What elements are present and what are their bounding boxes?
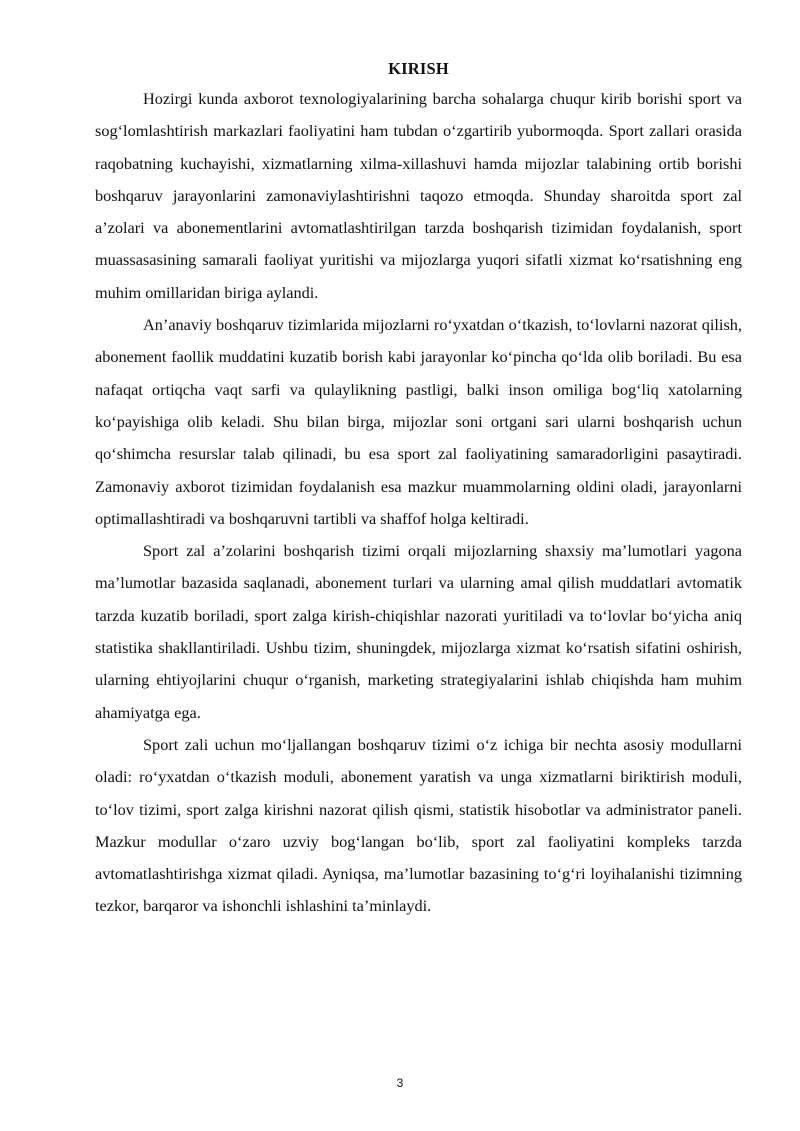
paragraph-3: Sport zal a’zolarini boshqarish tizimi orqali mijozlarning shaxsiy ma’lumotlari yagona ma’lumotlar bazasida saqlanadi, abonement turlari va ularning amal qilish muddatlari avtomatik tarzda kuzatib boriladi, sport zalga kirish-chiqishlar nazorati yuritiladi va to‘lovlar bo‘yicha aniq statistika shakllantiriladi. Ushbu tizim, shuningdek, mijozlarga xizmat ko‘rsatish sifatini oshirish, ularning ehtiyojlarini chuqur o‘rganish, marketing strategiyalarini ishlab chiqishda ham muhim ahamiyatga ega. [95,541,742,722]
paragraph-1: Hozirgi kunda axborot texnologiyalarining barcha sohalarga chuqur kirib borishi sport va sog‘lomlashtirish markazlari faoliyatini ham tubdan o‘zgartirib yubormoqda. Sport zallari orasida raqobatning kuchayishi, xizmatlarning xilma-xillashuvi hamda mijozlar talabining ortib borishi boshqaruv jarayonlarini zamonaviylashtirishni taqozo etmoqda. Shunday sharoitda sport zal a’zolari va abonementlarini avtomatlashtirilgan tarzda boshqarish tizimidan foydalanish, sport muassasasining samarali faoliyat yuritishi va mijozlarga yuqori sifatli xizmat ko‘rsatishning eng muhim omillaridan biriga aylandi. [95,89,742,302]
paragraph-4: Sport zali uchun mo‘ljallangan boshqaruv tizimi o‘z ichiga bir nechta asosiy modullarni oladi: ro‘yxatdan o‘tkazish moduli, abonement yaratish va unga xizmatlarni biriktirish moduli, to‘lov tizimi, sport zalga kirishni nazorat qilish qismi, statistik hisobotlar va administrator paneli. Mazkur modullar o‘zaro uzviy bog‘langan bo‘lib, sport zal faoliyatini kompleks tarzda avtomatlashtirishga xizmat qiladi. Ayniqsa, ma’lumotlar bazasining to‘g‘ri loyihalanishi tizimning tezkor, barqaror va ishonchli ishlashini ta’minlaydi. [95,734,742,916]
section-title: KIRISH [388,59,449,78]
paragraph-2: An’anaviy boshqaruv tizimlarida mijozlarni ro‘yxatdan o‘tkazish, to‘lovlarni nazorat qilish, abonement faollik muddatini kuzatib borish kabi jarayonlar ko‘pincha qo‘lda olib boriladi. Bu esa nafaqat ortiqcha vaqt sarfi va qulaylikning pastligi, balki inson omiliga bog‘liq xatolarning ko‘payishiga olib keladi. Shu bilan birga, mijozlar soni ortgani sari ularni boshqarish uchun qo‘shimcha resurslar talab qilinadi, bu esa sport zal faoliyatining samaradorligini pasaytiradi. Zamonaviy axborot tizimidan foydalanish esa mazkur muammolarning oldini oladi, jarayonlarni optimallashtiradi va boshqaruvni tartibli va shaffof holga keltiradi. [95,315,742,528]
document-page [95,58,742,923]
page-number: 3 [396,1076,404,1090]
